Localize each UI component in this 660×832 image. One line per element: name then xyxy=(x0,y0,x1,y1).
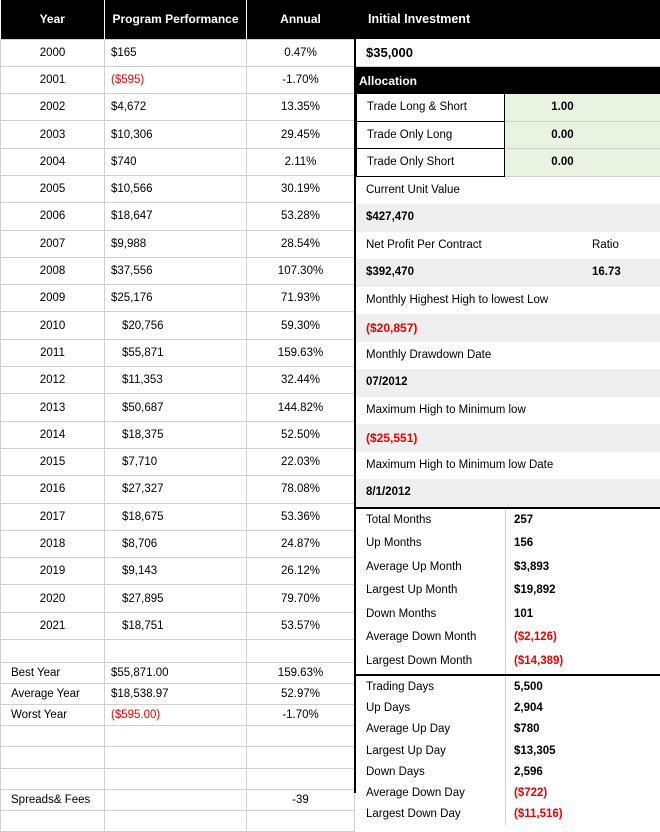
performance-cell: $10,566 xyxy=(105,175,247,202)
allocation-row xyxy=(356,122,660,150)
stat-label: Largest Down Day xyxy=(356,803,506,824)
allocation-value-input[interactable]: 0.00 xyxy=(505,122,660,150)
table-row xyxy=(1,476,355,503)
stat-value: $3,893 xyxy=(514,560,550,573)
annual-cell: 30.19% xyxy=(247,175,355,202)
year-cell: 2017 xyxy=(1,503,105,530)
stat-label: Largest Up Day xyxy=(356,740,506,761)
stat-label: Average Up Month xyxy=(356,556,506,580)
stat-row xyxy=(356,650,660,674)
stat-row xyxy=(356,556,660,580)
year-cell: 2012 xyxy=(1,367,105,394)
allocation-header: Allocation xyxy=(356,67,660,94)
annual-cell: 13.35% xyxy=(247,94,355,121)
annual-cell: 53.28% xyxy=(247,203,355,230)
stat-row xyxy=(356,579,660,603)
monthly-drawdown-date-value: 07/2012 xyxy=(356,369,660,397)
annual-cell: -1.70% xyxy=(247,66,355,93)
performance-cell: $165 xyxy=(105,39,247,66)
summary-row xyxy=(1,705,355,726)
table-row xyxy=(1,66,355,93)
monthly-drawdown-date-label: Monthly Drawdown Date xyxy=(366,348,492,361)
year-cell: 2006 xyxy=(1,203,105,230)
table-row xyxy=(1,148,355,175)
annual-cell: 71.93% xyxy=(247,285,355,312)
stat-row xyxy=(356,532,660,556)
monthly-stats xyxy=(356,507,660,674)
table-row xyxy=(1,339,355,366)
table-row xyxy=(1,612,355,639)
year-cell: 2020 xyxy=(1,585,105,612)
stat-label: Up Days xyxy=(356,697,506,718)
summary-row xyxy=(1,663,355,684)
table-row xyxy=(1,94,355,121)
spreads-section xyxy=(1,726,355,831)
spacer-row xyxy=(1,768,355,789)
year-cell: 2005 xyxy=(1,175,105,202)
monthly-hh-ll-value: ($20,857) xyxy=(356,314,660,342)
year-cell: 2003 xyxy=(1,121,105,148)
stat-row xyxy=(356,782,660,803)
performance-cell: $7,710 xyxy=(105,448,247,475)
summary-label: Worst Year xyxy=(1,705,105,726)
net-profit-label: Net Profit Per Contract xyxy=(366,238,482,251)
annual-cell: 22.03% xyxy=(247,448,355,475)
year-cell: 2011 xyxy=(1,339,105,366)
max-high-min-low-date-value: 8/1/2012 xyxy=(356,479,660,507)
summary-annual: 159.63% xyxy=(247,663,355,684)
annual-cell: 159.63% xyxy=(247,339,355,366)
performance-cell: ($595) xyxy=(105,66,247,93)
stat-row xyxy=(356,509,660,533)
stat-value: ($14,389) xyxy=(514,655,564,668)
performance-cell: $9,143 xyxy=(105,558,247,585)
net-profit-row xyxy=(356,232,660,260)
annual-cell: 24.87% xyxy=(247,530,355,557)
stat-value: 2,596 xyxy=(514,765,543,778)
summary-label: Average Year xyxy=(1,684,105,705)
year-cell: 2009 xyxy=(1,285,105,312)
spreads-fees-row xyxy=(1,789,355,810)
summary-row xyxy=(1,684,355,705)
spreads-fees-value: -39 xyxy=(247,789,355,810)
year-cell: 2016 xyxy=(1,476,105,503)
table-header-row xyxy=(1,0,355,39)
stat-row xyxy=(356,697,660,718)
allocation-value-input[interactable]: 0.00 xyxy=(505,149,660,177)
stat-label: Trading Days xyxy=(356,676,506,697)
stat-value: $19,892 xyxy=(514,584,556,597)
table-row xyxy=(1,175,355,202)
annual-cell: 53.57% xyxy=(247,612,355,639)
initial-investment-header: Initial Investment xyxy=(356,0,660,39)
summary-label: Best Year xyxy=(1,663,105,684)
stat-row xyxy=(356,603,660,627)
performance-cell: $27,327 xyxy=(105,476,247,503)
spreads-fees-label: Spreads& Fees xyxy=(1,789,105,810)
year-cell: 2004 xyxy=(1,148,105,175)
stat-row xyxy=(356,761,660,782)
stat-value: 2,904 xyxy=(514,701,543,714)
net-profit-value: $392,470 xyxy=(366,266,414,278)
spacer-row xyxy=(1,810,355,831)
summary-performance: $55,871.00 xyxy=(105,663,247,684)
stat-label: Largest Up Month xyxy=(356,579,506,603)
year-cell: 2008 xyxy=(1,257,105,284)
performance-cell: $11,353 xyxy=(105,367,247,394)
table-row xyxy=(1,530,355,557)
year-cell: 2001 xyxy=(1,66,105,93)
table-row xyxy=(1,257,355,284)
stat-label: Up Months xyxy=(356,532,506,556)
year-cell: 2018 xyxy=(1,530,105,557)
stat-row xyxy=(356,676,660,697)
annual-cell: 107.30% xyxy=(247,257,355,284)
ratio-value: 16.73 xyxy=(592,266,621,278)
annual-cell: 28.54% xyxy=(247,230,355,257)
summary-annual: 52.97% xyxy=(247,684,355,705)
performance-cell: $27,895 xyxy=(105,585,247,612)
table-row xyxy=(1,558,355,585)
allocation-row xyxy=(356,149,660,177)
performance-cell: $25,176 xyxy=(105,285,247,312)
performance-cell: $9,988 xyxy=(105,230,247,257)
summary-performance: ($595.00) xyxy=(105,705,247,726)
performance-cell: $740 xyxy=(105,148,247,175)
table-row xyxy=(1,394,355,421)
year-cell: 2002 xyxy=(1,94,105,121)
year-cell: 2019 xyxy=(1,558,105,585)
stat-row xyxy=(356,718,660,739)
table-row xyxy=(1,121,355,148)
table-row xyxy=(1,230,355,257)
year-header[interactable]: Year xyxy=(1,0,105,39)
net-profit-value-row xyxy=(356,259,660,287)
current-unit-value-label: Current Unit Value xyxy=(366,183,460,196)
max-high-min-low-value: ($25,551) xyxy=(356,424,660,452)
performance-cell: $8,706 xyxy=(105,530,247,557)
program-performance-header[interactable]: Program Performance xyxy=(105,0,247,39)
summary-body xyxy=(1,663,355,726)
summary-annual: -1.70% xyxy=(247,705,355,726)
stat-value: 257 xyxy=(514,513,534,526)
performance-cell: $20,756 xyxy=(105,312,247,339)
stat-label: Average Down Month xyxy=(356,626,506,650)
allocation-label: Trade Only Short xyxy=(356,149,505,177)
year-cell: 2013 xyxy=(1,394,105,421)
performance-cell: $18,375 xyxy=(105,421,247,448)
stat-value: ($722) xyxy=(514,787,548,800)
year-rows xyxy=(1,39,355,640)
performance-cell: $18,751 xyxy=(105,612,247,639)
stat-value: 5,500 xyxy=(514,680,543,693)
stat-value: $780 xyxy=(514,723,540,736)
performance-cell: $37,556 xyxy=(105,257,247,284)
stat-row xyxy=(356,626,660,650)
performance-cell: $55,871 xyxy=(105,339,247,366)
max-high-min-low-date-label: Maximum High to Minimum low Date xyxy=(366,458,554,471)
stat-label: Total Months xyxy=(356,509,506,533)
spacer-row xyxy=(1,747,355,768)
daily-stats xyxy=(356,674,660,825)
stat-row xyxy=(356,803,660,824)
max-high-min-low-label: Maximum High to Minimum low xyxy=(366,403,526,416)
annual-cell: 32.44% xyxy=(247,367,355,394)
summary-performance: $18,538.97 xyxy=(105,684,247,705)
annual-cell: 0.47% xyxy=(247,39,355,66)
stat-value: 101 xyxy=(514,607,534,620)
table-row xyxy=(1,39,355,66)
annual-cell: 52.50% xyxy=(247,421,355,448)
allocation-row xyxy=(356,94,660,122)
annual-cell: 2.11% xyxy=(247,148,355,175)
current-unit-value: $427,470 xyxy=(356,204,660,232)
performance-cell: $18,675 xyxy=(105,503,247,530)
table-row xyxy=(1,312,355,339)
stat-value: $13,305 xyxy=(514,744,556,757)
performance-cell: $50,687 xyxy=(105,394,247,421)
allocation-value-input[interactable]: 1.00 xyxy=(505,94,660,122)
ratio-label: Ratio xyxy=(592,238,619,251)
year-cell: 2010 xyxy=(1,312,105,339)
table-row xyxy=(1,421,355,448)
annual-cell: 79.70% xyxy=(247,585,355,612)
table-row xyxy=(1,585,355,612)
table-row xyxy=(1,203,355,230)
stat-value: ($2,126) xyxy=(514,631,557,644)
performance-cell: $4,672 xyxy=(105,94,247,121)
stat-label: Average Up Day xyxy=(356,718,506,739)
stat-label: Largest Down Month xyxy=(356,650,506,674)
stat-row xyxy=(356,740,660,761)
spacer-row xyxy=(1,726,355,747)
stat-label: Average Down Day xyxy=(356,782,506,803)
monthly-hh-ll-label: Monthly Highest High to lowest Low xyxy=(366,293,549,306)
summary-rows xyxy=(1,640,355,663)
allocation-list xyxy=(356,94,660,177)
year-cell: 2000 xyxy=(1,39,105,66)
table-row xyxy=(1,285,355,312)
year-cell: 2007 xyxy=(1,230,105,257)
year-cell: 2015 xyxy=(1,448,105,475)
performance-cell: $10,306 xyxy=(105,121,247,148)
allocation-label: Trade Long & Short xyxy=(356,94,505,122)
allocation-label: Trade Only Long xyxy=(356,122,505,150)
annual-header[interactable]: Annual xyxy=(247,0,355,39)
stat-label: Down Months xyxy=(356,603,506,627)
stat-label: Down Days xyxy=(356,761,506,782)
year-cell: 2021 xyxy=(1,612,105,639)
stat-value: 156 xyxy=(514,537,534,550)
stat-value: ($11,516) xyxy=(514,808,563,821)
table-row xyxy=(1,448,355,475)
year-cell: 2014 xyxy=(1,421,105,448)
table-row xyxy=(1,503,355,530)
annual-cell: 59.30% xyxy=(247,312,355,339)
annual-cell: 144.82% xyxy=(247,394,355,421)
annual-cell: 26.12% xyxy=(247,558,355,585)
annual-cell: 53.36% xyxy=(247,503,355,530)
annual-cell: 29.45% xyxy=(247,121,355,148)
summary-panel xyxy=(354,0,660,821)
annual-cell: 78.08% xyxy=(247,476,355,503)
spacer-row xyxy=(1,640,355,663)
initial-investment-value[interactable]: $35,000 xyxy=(356,39,660,67)
table-row xyxy=(1,367,355,394)
performance-cell: $18,647 xyxy=(105,203,247,230)
